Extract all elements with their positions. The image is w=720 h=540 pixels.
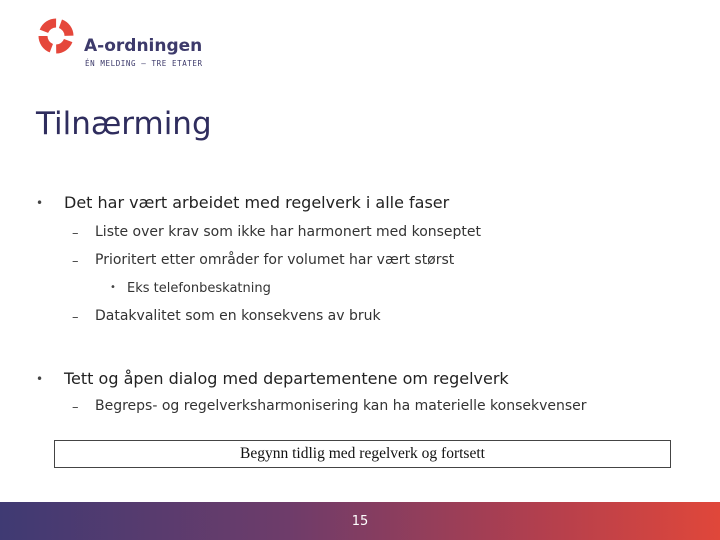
logo-name: A-ordningen [84, 36, 203, 56]
bullet-dot-icon: • [36, 196, 44, 210]
sub-bullet-text: Prioritert etter områder for volumet har vært størst [95, 252, 455, 268]
sub-bullet-text: Datakvalitet som en konsekvens av bruk [95, 308, 381, 324]
dash-icon: – [72, 226, 79, 241]
bullet-dot-icon: • [110, 282, 116, 293]
logo-tagline: ÉN MELDING – TRE ETATER [85, 59, 203, 68]
slide-title: Tilnærming [36, 106, 212, 142]
footer-bar [0, 502, 720, 540]
bullet-dot-icon: • [36, 372, 44, 386]
sub-sub-bullet-text: Eks telefonbeskatning [127, 281, 271, 296]
sub-bullet-text: Begreps- og regelverksharmonisering kan ha materielle konsekvenser [95, 398, 587, 414]
page-number: 15 [351, 514, 369, 529]
callout-box [54, 440, 671, 468]
dash-icon: – [72, 400, 79, 415]
sub-bullet-text: Liste over krav som ikke har harmonert med konseptet [95, 224, 482, 240]
bullet-text: Det har vært arbeidet med regelverk i alle faser [64, 193, 450, 212]
bullet-text: Tett og åpen dialog med departementene om regelverk [64, 369, 509, 388]
dash-icon: – [72, 254, 79, 269]
dash-icon: – [72, 310, 79, 325]
callout-text: Begynn tidlig med regelverk og fortsett [240, 445, 485, 462]
